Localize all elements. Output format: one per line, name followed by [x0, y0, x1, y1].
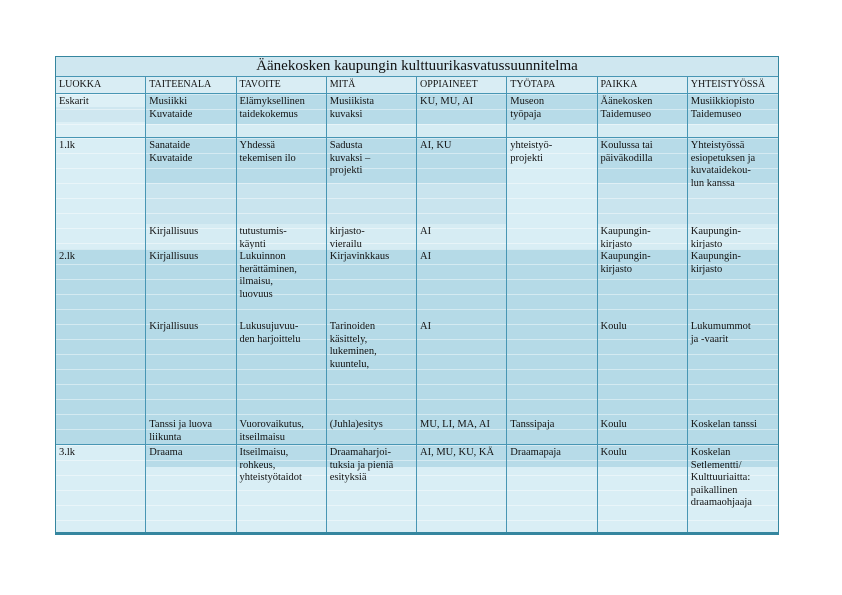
column-header-oppiaineet: OPPIAINEET [417, 77, 507, 93]
cell-eskarit-luokka [56, 94, 146, 137]
cell-lk3-tavoite [237, 445, 327, 532]
cell-lk2-taiteenala [146, 249, 236, 444]
cell-lk3-luokka [56, 445, 146, 532]
entry-lk2-tavoite-0: Lukuinnon herättäminen, ilmaisu, luovuus [239, 251, 297, 300]
entry-lk1-paikka-0: Koulussa tai päiväkodilla [600, 140, 653, 164]
entry-lk2-taiteenala-2: Tanssi ja luova liikunta [149, 419, 213, 443]
cell-lk3-mita [327, 445, 417, 532]
cell-lk2-tyotapa [507, 249, 597, 444]
entry-lk1-taiteenala-1: Kirjallisuus [149, 226, 199, 237]
column-header-taiteenala: TAITEENALA [146, 77, 236, 93]
entry-lk2-mita-0: Kirjavinkkaus [329, 251, 390, 262]
entry-eskarit-mita-0: Musiikista kuvaksi [329, 96, 375, 120]
grade-row-eskarit [56, 94, 778, 138]
column-header-tyotapa: TYÖTAPA [507, 77, 597, 93]
cell-lk1-tavoite [237, 138, 327, 251]
cell-lk2-mita [327, 249, 417, 444]
cell-lk3-paikka [598, 445, 688, 532]
entry-lk1-oppiaineet-1: AI [420, 226, 432, 237]
cell-eskarit-oppiaineet [417, 94, 507, 137]
entry-lk1-oppiaineet-0: AI, KU [420, 140, 452, 151]
column-header-yhteistyossa: YHTEISTYÖSSÄ [690, 79, 766, 90]
culture-plan-table [55, 56, 779, 535]
table-title: Äänekosken kaupungin kulttuurikasvatussuunnitelma [56, 57, 778, 77]
table-header-row [56, 77, 778, 94]
column-header-paikka: PAIKKA [598, 77, 688, 93]
cell-lk1-tyotapa [507, 138, 597, 251]
entry-lk1-tavoite-1: tutustumis- käynti [239, 226, 287, 250]
cell-lk3-yhteistyossa [688, 445, 778, 532]
entry-lk3-tyotapa-0: Draamapaja [510, 447, 561, 458]
grade-row-lk3 [56, 445, 778, 532]
entry-lk1-yhteistyossa-1: Kaupungin- kirjasto [690, 226, 741, 250]
cell-lk2-yhteistyossa [688, 249, 778, 444]
column-header-luokka: LUOKKA [56, 77, 146, 93]
entry-lk1-luokka-1 [59, 225, 143, 226]
entry-lk2-yhteistyossa-0: Kaupungin- kirjasto [690, 251, 741, 275]
entry-lk1-luokka-0: 1.lk [59, 140, 76, 151]
entry-lk2-mita-2: (Juhla)esitys [329, 419, 383, 430]
grade-row-lk1 [56, 138, 778, 249]
entry-eskarit-tavoite-0: Elämyksellinen taidekokemus [239, 96, 305, 120]
entry-eskarit-oppiaineet-0: KU, MU, AI [420, 96, 474, 107]
entry-lk2-paikka-1: Koulu [600, 321, 627, 332]
entry-lk2-taiteenala-0: Kirjallisuus [149, 251, 199, 262]
entry-lk2-oppiaineet-0: AI [420, 251, 432, 262]
cell-lk1-paikka [598, 138, 688, 251]
entry-lk3-luokka-0: 3.lk [59, 447, 76, 458]
entry-lk2-paikka-2: Koulu [600, 419, 627, 430]
cell-eskarit-mita [327, 94, 417, 137]
cell-lk2-luokka [56, 249, 146, 444]
entry-eskarit-tyotapa-0: Museon työpaja [510, 96, 545, 120]
entry-lk2-yhteistyossa-2: Koskelan tanssi [690, 419, 757, 430]
cell-eskarit-taiteenala [146, 94, 236, 137]
cell-eskarit-paikka [598, 94, 688, 137]
cell-eskarit-tavoite [237, 94, 327, 137]
entry-eskarit-taiteenala-0: Musiikki Kuvataide [149, 96, 193, 120]
entry-lk2-tyotapa-2: Tanssipaja [510, 419, 555, 430]
entry-lk2-luokka-2 [59, 418, 143, 419]
entry-lk1-tyotapa-1 [510, 225, 594, 226]
entry-eskarit-yhteistyossa-0: Musiikkiopisto Taidemuseo [690, 96, 755, 120]
entry-lk2-tavoite-1: Lukusujuvuu- den harjoittelu [239, 321, 301, 345]
entry-lk2-taiteenala-1: Kirjallisuus [149, 321, 199, 332]
entry-eskarit-paikka-0: Äänekosken Taidemuseo [600, 96, 653, 120]
cell-lk2-tavoite [237, 249, 327, 444]
entry-lk3-oppiaineet-0: AI, MU, KU, KÄ [420, 447, 495, 458]
table-body [56, 94, 778, 532]
cell-lk3-oppiaineet [417, 445, 507, 532]
entry-lk1-mita-0: Sadusta kuvaksi – projekti [329, 140, 371, 176]
cell-lk1-yhteistyossa [688, 138, 778, 251]
entry-lk2-mita-1: Tarinoiden käsittely, lukeminen, kuuntelu, [329, 321, 377, 370]
cell-lk3-taiteenala [146, 445, 236, 532]
entry-lk1-taiteenala-0: Sanataide Kuvataide [149, 140, 193, 164]
entry-lk1-tavoite-0: Yhdessä tekemisen ilo [239, 140, 296, 164]
entry-lk3-mita-0: Draamaharjoi- tuksia ja pieniä esityksiä [329, 447, 394, 483]
entry-lk2-oppiaineet-1: AI [420, 321, 432, 332]
entry-lk3-taiteenala-0: Draama [149, 447, 183, 458]
cell-lk1-luokka [56, 138, 146, 251]
cell-lk2-paikka [598, 249, 688, 444]
entry-lk2-luokka-0: 2.lk [59, 251, 76, 262]
entry-lk1-paikka-1: Kaupungin- kirjasto [600, 226, 651, 250]
entry-lk2-paikka-0: Kaupungin- kirjasto [600, 251, 651, 275]
entry-lk3-paikka-0: Koulu [600, 447, 627, 458]
column-header-tavoite: TAVOITE [237, 77, 327, 93]
entry-lk2-yhteistyossa-1: Lukumummot ja -vaarit [690, 321, 751, 345]
entry-lk2-oppiaineet-2: MU, LI, MA, AI [420, 419, 490, 430]
cell-lk1-mita [327, 138, 417, 251]
entry-lk2-tavoite-2: Vuorovaikutus, itseilmaisu [239, 419, 304, 443]
entry-lk3-yhteistyossa-0: Koskelan Setlementti/ Kulttuuriaitta: paikallinen draamaohjaaja [690, 447, 752, 508]
entry-lk2-luokka-1 [59, 320, 143, 418]
cell-lk1-oppiaineet [417, 138, 507, 251]
entry-lk1-yhteistyossa-0: Yhteistyössä esiopetuksen ja kuvataidekou- lun kanssa [690, 140, 756, 189]
cell-lk2-oppiaineet [417, 249, 507, 444]
entry-lk3-tavoite-0: Itseilmaisu, rohkeus, yhteistyötaidot [239, 447, 302, 483]
entry-lk1-tyotapa-0: yhteistyö- projekti [510, 140, 553, 164]
cell-lk1-taiteenala [146, 138, 236, 251]
grade-row-lk2 [56, 249, 778, 445]
entry-eskarit-luokka-0: Eskarit [59, 96, 89, 107]
entry-lk2-tyotapa-0 [510, 250, 594, 320]
cell-eskarit-tyotapa [507, 94, 597, 137]
cell-lk3-tyotapa [507, 445, 597, 532]
column-header-mita: MITÄ [327, 77, 417, 93]
cell-eskarit-yhteistyossa [688, 94, 778, 137]
entry-lk1-mita-1: kirjasto- vierailu [329, 226, 365, 250]
entry-lk2-tyotapa-1 [510, 320, 594, 418]
